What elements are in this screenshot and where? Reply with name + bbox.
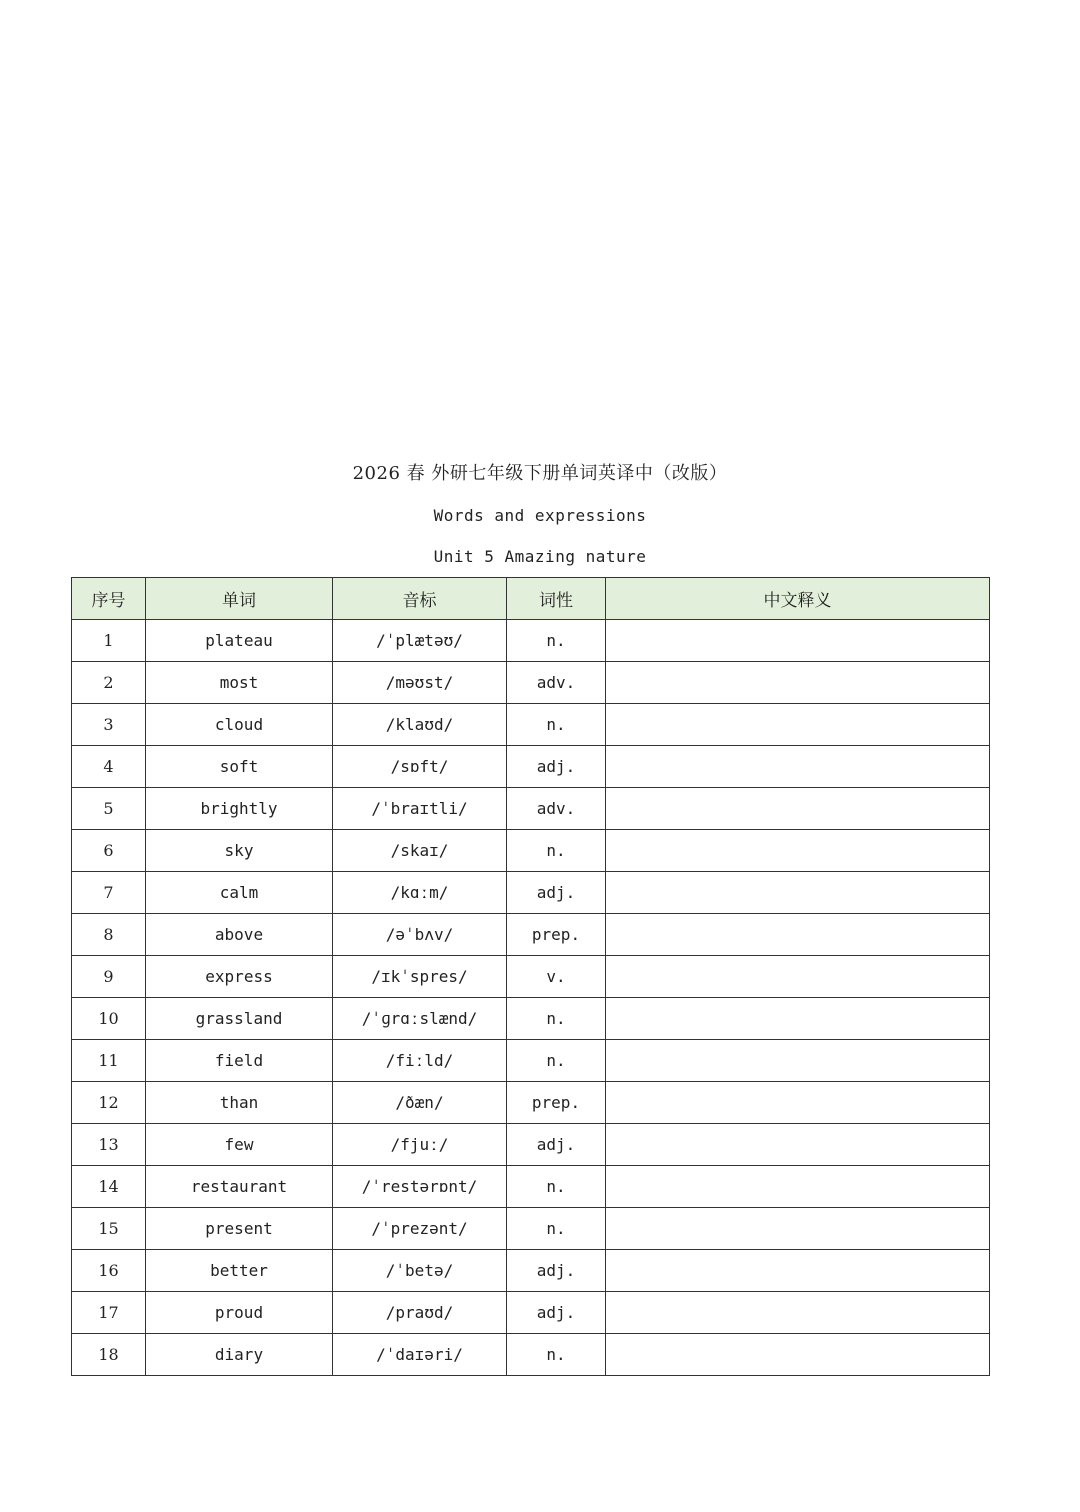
cell-phonetic: /fiːld/ [333, 1040, 507, 1082]
cell-phonetic: /sɒft/ [333, 746, 507, 788]
table-row [72, 956, 990, 998]
table-row [72, 788, 990, 830]
cell-number: 11 [72, 1040, 146, 1082]
cell-number: 13 [72, 1124, 146, 1166]
cell-chinese-meaning-blank[interactable] [606, 998, 990, 1040]
cell-number: 5 [72, 788, 146, 830]
cell-word: above [146, 914, 333, 956]
cell-chinese-meaning-blank[interactable] [606, 1208, 990, 1250]
cell-part-of-speech: adj. [507, 872, 606, 914]
cell-part-of-speech: n. [507, 620, 606, 662]
table-row [72, 1292, 990, 1334]
cell-part-of-speech: adj. [507, 1250, 606, 1292]
cell-word: few [146, 1124, 333, 1166]
cell-number: 15 [72, 1208, 146, 1250]
cell-number: 8 [72, 914, 146, 956]
cell-part-of-speech: prep. [507, 1082, 606, 1124]
cell-phonetic: /praʊd/ [333, 1292, 507, 1334]
header-number: 序号 [72, 578, 146, 620]
cell-phonetic: /ˈrestərɒnt/ [333, 1166, 507, 1208]
cell-phonetic: /ðæn/ [333, 1082, 507, 1124]
cell-number: 1 [72, 620, 146, 662]
table-row [72, 620, 990, 662]
cell-chinese-meaning-blank[interactable] [606, 1292, 990, 1334]
table-body [72, 620, 990, 1376]
header-part-of-speech: 词性 [507, 578, 606, 620]
cell-part-of-speech: n. [507, 830, 606, 872]
cell-number: 4 [72, 746, 146, 788]
cell-part-of-speech: n. [507, 1208, 606, 1250]
cell-chinese-meaning-blank[interactable] [606, 620, 990, 662]
table-row [72, 914, 990, 956]
cell-chinese-meaning-blank[interactable] [606, 1250, 990, 1292]
table-row [72, 746, 990, 788]
cell-word: than [146, 1082, 333, 1124]
document-title: 2026 春 外研七年级下册单词英译中（改版） [352, 463, 728, 484]
cell-part-of-speech: adv. [507, 662, 606, 704]
cell-number: 17 [72, 1292, 146, 1334]
cell-chinese-meaning-blank[interactable] [606, 662, 990, 704]
cell-number: 7 [72, 872, 146, 914]
cell-phonetic: /ˈprezənt/ [333, 1208, 507, 1250]
cell-part-of-speech: n. [507, 1040, 606, 1082]
table-row [72, 1124, 990, 1166]
cell-word: better [146, 1250, 333, 1292]
cell-chinese-meaning-blank[interactable] [606, 704, 990, 746]
cell-phonetic: /ˈbetə/ [333, 1250, 507, 1292]
cell-word: brightly [146, 788, 333, 830]
cell-phonetic: /kɑːm/ [333, 872, 507, 914]
cell-phonetic: /skaɪ/ [333, 830, 507, 872]
cell-word: field [146, 1040, 333, 1082]
cell-phonetic: /ˈdaɪəri/ [333, 1334, 507, 1376]
cell-chinese-meaning-blank[interactable] [606, 956, 990, 998]
cell-number: 18 [72, 1334, 146, 1376]
cell-word: proud [146, 1292, 333, 1334]
cell-number: 16 [72, 1250, 146, 1292]
cell-chinese-meaning-blank[interactable] [606, 746, 990, 788]
cell-chinese-meaning-blank[interactable] [606, 1082, 990, 1124]
cell-chinese-meaning-blank[interactable] [606, 1334, 990, 1376]
cell-word: diary [146, 1334, 333, 1376]
header-phonetic: 音标 [333, 578, 507, 620]
table-row [72, 1082, 990, 1124]
cell-word: calm [146, 872, 333, 914]
cell-number: 12 [72, 1082, 146, 1124]
unit-title: Unit 5 Amazing nature [433, 547, 647, 566]
table-row [72, 1166, 990, 1208]
cell-phonetic: /klaʊd/ [333, 704, 507, 746]
cell-part-of-speech: adv. [507, 788, 606, 830]
cell-word: soft [146, 746, 333, 788]
table-row [72, 1208, 990, 1250]
table-row [72, 998, 990, 1040]
cell-phonetic: /əˈbʌv/ [333, 914, 507, 956]
cell-number: 3 [72, 704, 146, 746]
cell-chinese-meaning-blank[interactable] [606, 1040, 990, 1082]
table-row [72, 830, 990, 872]
table-row [72, 704, 990, 746]
cell-part-of-speech: n. [507, 1334, 606, 1376]
cell-word: express [146, 956, 333, 998]
header-word: 单词 [146, 578, 333, 620]
table-row [72, 1040, 990, 1082]
document-subtitle: Words and expressions [433, 506, 647, 525]
cell-part-of-speech: adj. [507, 1292, 606, 1334]
cell-phonetic: /ˈbraɪtli/ [333, 788, 507, 830]
cell-number: 9 [72, 956, 146, 998]
cell-chinese-meaning-blank[interactable] [606, 830, 990, 872]
table-row [72, 872, 990, 914]
cell-number: 14 [72, 1166, 146, 1208]
cell-phonetic: /ɪkˈspres/ [333, 956, 507, 998]
cell-part-of-speech: n. [507, 998, 606, 1040]
table-row [72, 662, 990, 704]
header-chinese-meaning: 中文释义 [606, 578, 990, 620]
cell-word: sky [146, 830, 333, 872]
cell-phonetic: /fjuː/ [333, 1124, 507, 1166]
cell-part-of-speech: n. [507, 1166, 606, 1208]
cell-number: 10 [72, 998, 146, 1040]
cell-chinese-meaning-blank[interactable] [606, 872, 990, 914]
cell-word: restaurant [146, 1166, 333, 1208]
cell-chinese-meaning-blank[interactable] [606, 1166, 990, 1208]
cell-part-of-speech: n. [507, 704, 606, 746]
table-row [72, 1250, 990, 1292]
cell-part-of-speech: adj. [507, 746, 606, 788]
cell-chinese-meaning-blank[interactable] [606, 1124, 990, 1166]
cell-number: 2 [72, 662, 146, 704]
cell-word: grassland [146, 998, 333, 1040]
cell-word: present [146, 1208, 333, 1250]
cell-word: plateau [146, 620, 333, 662]
cell-word: most [146, 662, 333, 704]
cell-word: cloud [146, 704, 333, 746]
vocabulary-table [71, 577, 990, 1376]
cell-chinese-meaning-blank[interactable] [606, 788, 990, 830]
cell-part-of-speech: adj. [507, 1124, 606, 1166]
cell-phonetic: /məʊst/ [333, 662, 507, 704]
cell-part-of-speech: prep. [507, 914, 606, 956]
table-row [72, 1334, 990, 1376]
cell-phonetic: /ˈplætəʊ/ [333, 620, 507, 662]
table-header-row [72, 578, 990, 620]
cell-chinese-meaning-blank[interactable] [606, 914, 990, 956]
cell-number: 6 [72, 830, 146, 872]
cell-phonetic: /ˈɡrɑːslænd/ [333, 998, 507, 1040]
cell-part-of-speech: v. [507, 956, 606, 998]
